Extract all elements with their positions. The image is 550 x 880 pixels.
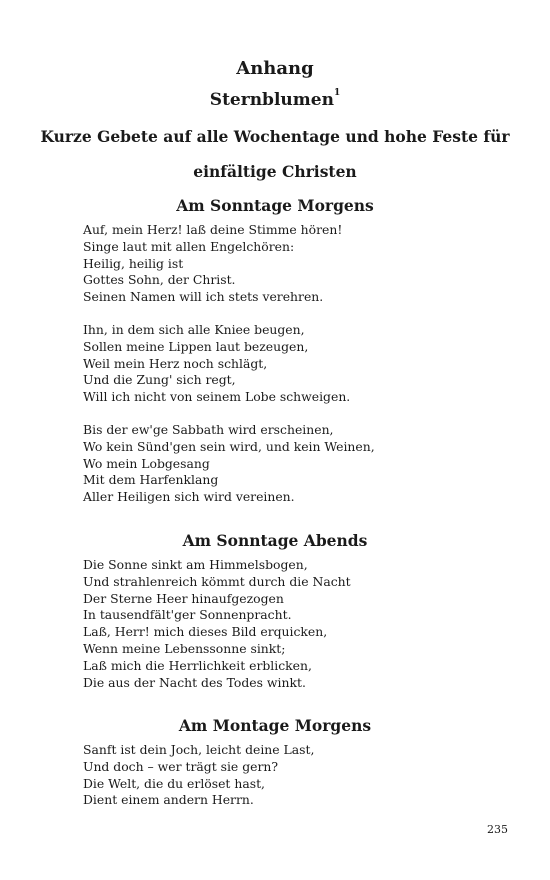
verse-line: Bis der ew'ge Sabbath wird erscheinen,: [83, 422, 334, 437]
verse-line: Seinen Namen will ich stets verehren.: [83, 289, 324, 305]
verse-line: Sanft ist dein Joch, leicht deine Last,: [83, 742, 315, 757]
verse-line: Will ich nicht von seinem Lobe schweigen.: [83, 389, 351, 405]
verse-line: Aller Heiligen sich wird vereinen.: [83, 489, 295, 505]
stanza: [83, 742, 523, 809]
verse-line: Wo kein Sünd'gen sein wird, und kein Weinen,: [83, 438, 375, 454]
verse-line: Gottes Sohn, der Christ.: [83, 272, 236, 288]
verse-line: Heilig, heilig ist: [83, 255, 184, 271]
verse-line: Die Welt, die du erlöset hast,: [83, 775, 265, 791]
verse-line: Und strahlenreich kömmt durch die Nacht: [83, 573, 351, 589]
verse-line: Dient einem andern Herrn.: [83, 792, 254, 808]
poem-title-sonntag-abends: Am Sonntage Abends: [182, 531, 368, 550]
verse-line: Und die Zung' sich regt,: [83, 372, 236, 388]
verse-line: Singe laut mit allen Engelchören:: [83, 238, 295, 254]
verse-line: Und doch – wer trägt sie gern?: [83, 758, 279, 774]
poem-title-montag-morgens: Am Montage Morgens: [178, 716, 372, 735]
verse-line: Laß, Herr! mich dieses Bild erquicken,: [83, 624, 328, 640]
verse-line: Wenn meine Lebenssonne sinkt;: [83, 640, 286, 656]
section-title: [0, 90, 550, 110]
verse-line: Laß mich die Herrlichkeit erblicken,: [83, 657, 312, 673]
chapter-title: Anhang: [236, 58, 314, 79]
poem-title-sonntag-morgens: Am Sonntage Morgens: [176, 196, 374, 215]
stanza: [83, 422, 523, 506]
verse-line: Die aus der Nacht des Todes winkt.: [83, 674, 306, 690]
verse-line: In tausendfält'ger Sonnenpracht.: [83, 607, 292, 623]
verse-line: Ihn, in dem sich alle Kniee beugen,: [83, 322, 305, 337]
section-title-text: Sternblumen: [209, 90, 334, 110]
verse-line: Wo mein Lobgesang: [83, 455, 210, 471]
heading-line-2: einfältige Christen: [193, 162, 357, 181]
verse-line: Der Sterne Heer hinaufgezogen: [83, 590, 284, 606]
stanza: [83, 557, 523, 691]
verse-line: Auf, mein Herz! laß deine Stimme hören!: [83, 222, 343, 237]
heading-line-1: Kurze Gebete auf alle Wochentage und hohe Feste für: [40, 127, 510, 146]
verse-line: Sollen meine Lippen laut bezeugen,: [83, 338, 309, 354]
page-number: 235: [487, 823, 508, 836]
verse-line: Mit dem Harfenklang: [83, 472, 219, 488]
verse-line: Weil mein Herz noch schlägt,: [83, 355, 268, 371]
stanza: [83, 322, 523, 406]
verse-line: Die Sonne sinkt am Himmelsbogen,: [83, 557, 308, 572]
stanza: [83, 222, 523, 306]
footnote-mark: 1: [333, 88, 341, 98]
